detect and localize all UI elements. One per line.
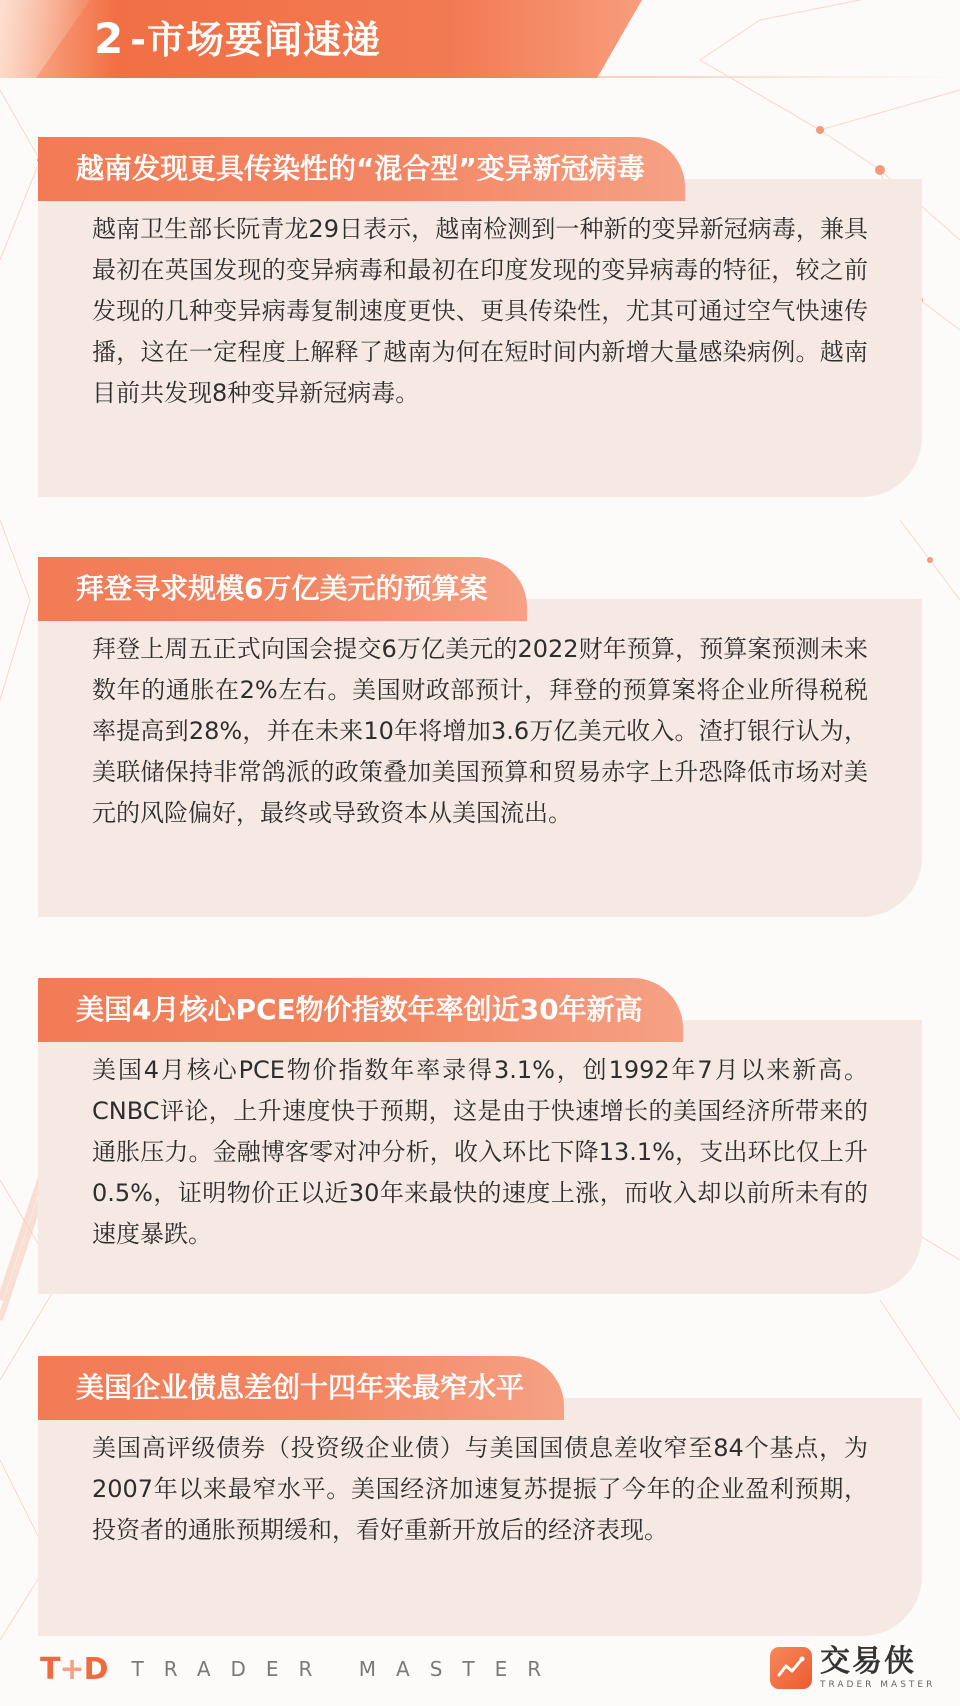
section-title-text: -市场要闻速递 bbox=[130, 18, 382, 62]
brand-wordmark: TRADER MASTER bbox=[131, 1657, 562, 1681]
chart-line-icon bbox=[770, 1647, 812, 1689]
news-card-text: 拜登上周五正式向国会提交6万亿美元的2022财年预算，预算案预测未来数年的通胀在2%左右。美国财政部预计，拜登的预算案将企业所得税税率提高到28%，并在未来10年将增加3.6万亿美元收入。渣打银行认为，美联储保持非常鸽派的政策叠加美国预算和贸易赤字上升恐降低市场对美元的风险偏好，最终或导致资本从美国流出。 bbox=[92, 635, 868, 827]
footer-brand bbox=[40, 1652, 561, 1686]
app-subtitle: TRADER MASTER bbox=[820, 1680, 936, 1690]
news-card-title: 美国企业债息差创十四年来最窄水平 bbox=[38, 1356, 564, 1420]
news-card-title: 拜登寻求规模6万亿美元的预算案 bbox=[38, 557, 527, 621]
banner-shine bbox=[0, 0, 90, 78]
news-card-title: 美国4月核心PCE物价指数年率创近30年新高 bbox=[38, 978, 683, 1042]
section-number: 2 bbox=[94, 14, 125, 63]
news-card-body bbox=[38, 1398, 922, 1636]
section-title bbox=[94, 15, 381, 63]
td-logo: T+D bbox=[40, 1651, 108, 1687]
app-name: 交易侠 bbox=[820, 1644, 916, 1679]
news-card-text: 美国4月核心PCE物价指数年率录得3.1%，创1992年7月以来新高。CNBC评论，上升速度快于预期，这是由于快速增长的美国经济所带来的通胀压力。金融博客零对冲分析，收入环比下降13.1%，支出环比仅上升0.5%，证明物价正以近30年来最快的速度上涨，而收入却以前所未有的速度暴跌。 bbox=[92, 1056, 868, 1248]
news-card-text: 越南卫生部长阮青龙29日表示，越南检测到一种新的变异新冠病毒，兼具最初在英国发现的变异病毒和最初在印度发现的变异病毒的特征，较之前发现的几种变异病毒复制速度更快、更具传染性，尤其可通过空气快速传播，这在一定程度上解释了越南为何在短时间内新增大量感染病例。越南目前共发现8种变异新冠病毒。 bbox=[92, 215, 868, 407]
news-card-text: 美国高评级债券（投资级企业债）与美国国债息差收窄至84个基点，为2007年以来最窄水平。美国经济加速复苏提振了今年的企业盈利预期，投资者的通胀预期缓和，看好重新开放后的经济表现。 bbox=[92, 1434, 868, 1544]
news-card-body bbox=[38, 179, 922, 497]
news-card-title: 越南发现更具传染性的“混合型”变异新冠病毒 bbox=[38, 137, 685, 201]
app-logo bbox=[770, 1640, 935, 1696]
news-card-body bbox=[38, 599, 922, 917]
news-card-body bbox=[38, 1020, 922, 1294]
